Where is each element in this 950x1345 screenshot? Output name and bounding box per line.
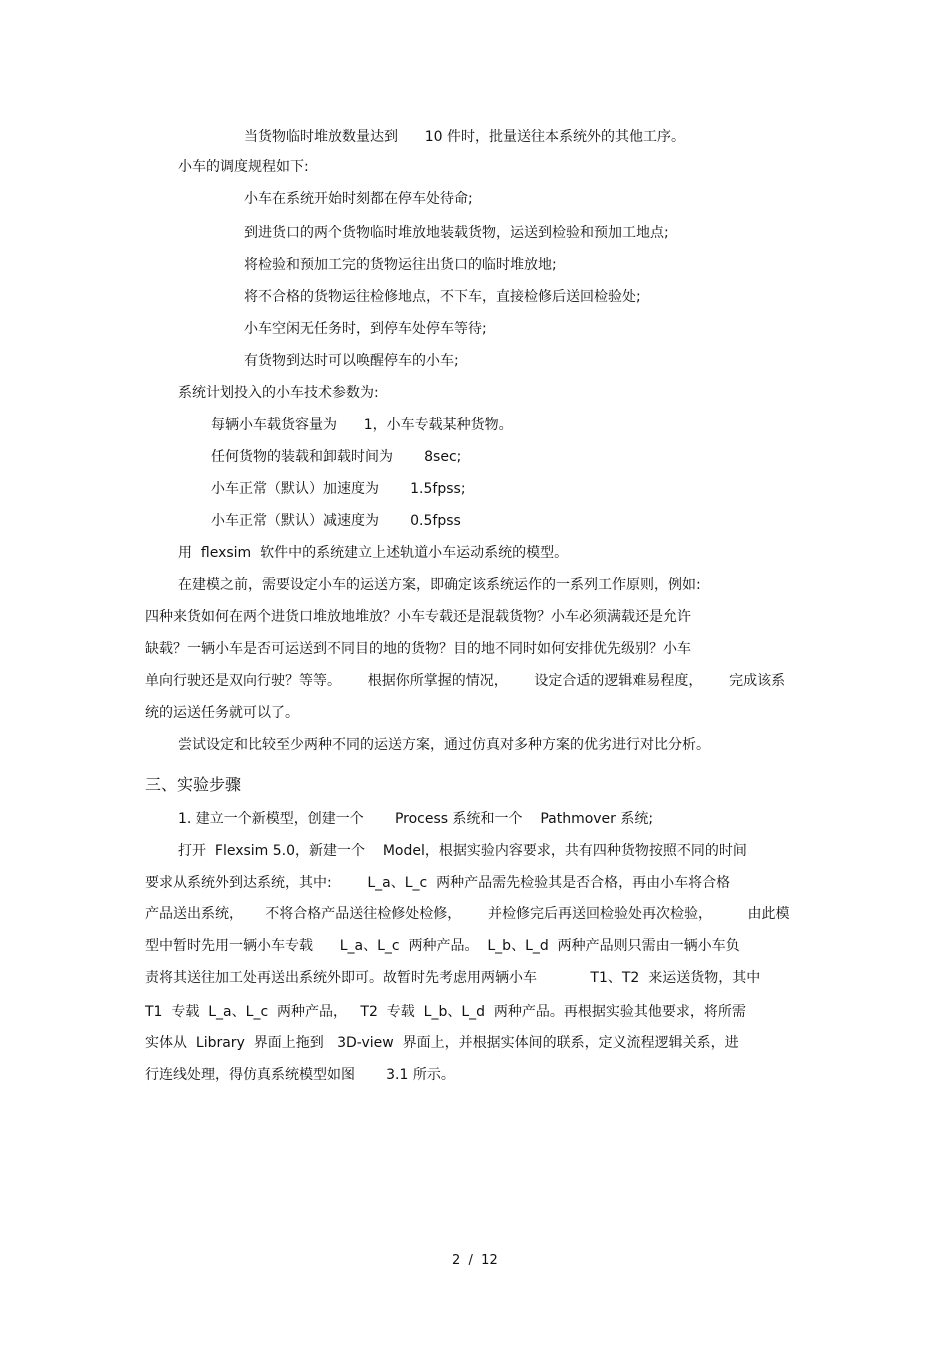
text-line-13: 小车正常（默认）减速度为 0.5fpss	[211, 513, 461, 529]
text-line-5: 将检验和预加工完的货物运往出货口的临时堆放地;	[244, 257, 557, 273]
text-line-23: 打开 Flexsim 5.0，新建一个 Model，根据实验内容要求，共有四种货物按照不同的时间	[178, 843, 747, 859]
text-line-22: 1. 建立一个新模型，创建一个 Process 系统和一个 Pathmover 系统;	[178, 811, 654, 827]
section-heading: 三、实验步骤	[145, 775, 242, 794]
text-line-4: 到进货口的两个货物临时堆放地装载货物，运送到检验和预加工地点;	[244, 225, 669, 241]
text-line-12: 小车正常（默认）加速度为 1.5fpss;	[211, 481, 466, 497]
text-line-16: 四种来货如何在两个进货口堆放地堆放？小车专载还是混载货物？小车必须满载还是允许	[145, 609, 691, 625]
text-line-25: 产品送出系统， 不将合格产品送往检修处检修， 并检修完后再送回检验处再次检验， 由此模	[145, 906, 790, 922]
text-line-20: 尝试设定和比较至少两种不同的运送方案，通过仿真对多种方案的优劣进行对比分析。	[178, 737, 710, 753]
text-line-14: 用 flexsim 软件中的系统建立上述轨道小车运动系统的模型。	[178, 545, 569, 561]
text-line-17: 缺载？一辆小车是否可运送到不同目的地的货物？目的地不同时如何安排优先级别？小车	[145, 641, 691, 657]
text-line-18: 单向行驶还是双向行驶？等等。 根据你所掌握的情况， 设定合适的逻辑难易程度， 完成该系	[145, 673, 786, 689]
text-line-3: 小车在系统开始时刻都在停车处待命;	[244, 191, 473, 207]
text-line-26: 型中暂时先用一辆小车专载 L_a、L_c 两种产品。 L_b、L_d 两种产品则只需由一辆小车负	[145, 938, 740, 954]
text-line-2: 小车的调度规程如下:	[178, 159, 309, 175]
text-line-1: 当货物临时堆放数量达到 10 件时，批量送往本系统外的其他工序。	[244, 129, 685, 145]
text-line-28: T1 专载 L_a、L_c 两种产品， T2 专载 L_b、L_d 两种产品。再根据实验其他要求，将所需	[145, 1004, 746, 1020]
text-line-6: 将不合格的货物运往检修地点，不下车，直接检修后送回检验处;	[244, 289, 641, 305]
text-line-10: 每辆小车载货容量为 1，小车专载某种货物。	[211, 417, 513, 433]
text-line-19: 统的运送任务就可以了。	[145, 705, 299, 721]
text-line-30: 行连线处理，得仿真系统模型如图 3.1 所示。	[145, 1067, 455, 1083]
text-line-7: 小车空闲无任务时，到停车处停车等待;	[244, 321, 487, 337]
text-line-9: 系统计划投入的小车技术参数为:	[178, 385, 379, 401]
text-line-8: 有货物到达时可以唤醒停车的小车;	[244, 353, 459, 369]
text-line-15: 在建模之前，需要设定小车的运送方案，即确定该系统运作的一系列工作原则，例如:	[178, 577, 701, 593]
text-line-29: 实体从 Library 界面上拖到 3D-view 界面上，并根据实体间的联系，定义流程逻辑关系，进	[145, 1035, 739, 1051]
text-line-27: 责将其送往加工处再送出系统外即可。故暂时先考虑用两辆小车 T1、T2 来运送货物，其中	[145, 970, 761, 986]
text-line-24: 要求从系统外到达系统，其中: L_a、L_c 两种产品需先检验其是否合格，再由小车将合格	[145, 875, 731, 891]
text-line-11: 任何货物的装载和卸载时间为 8sec;	[211, 449, 462, 465]
page-number: 2 / 12	[452, 1253, 498, 1268]
